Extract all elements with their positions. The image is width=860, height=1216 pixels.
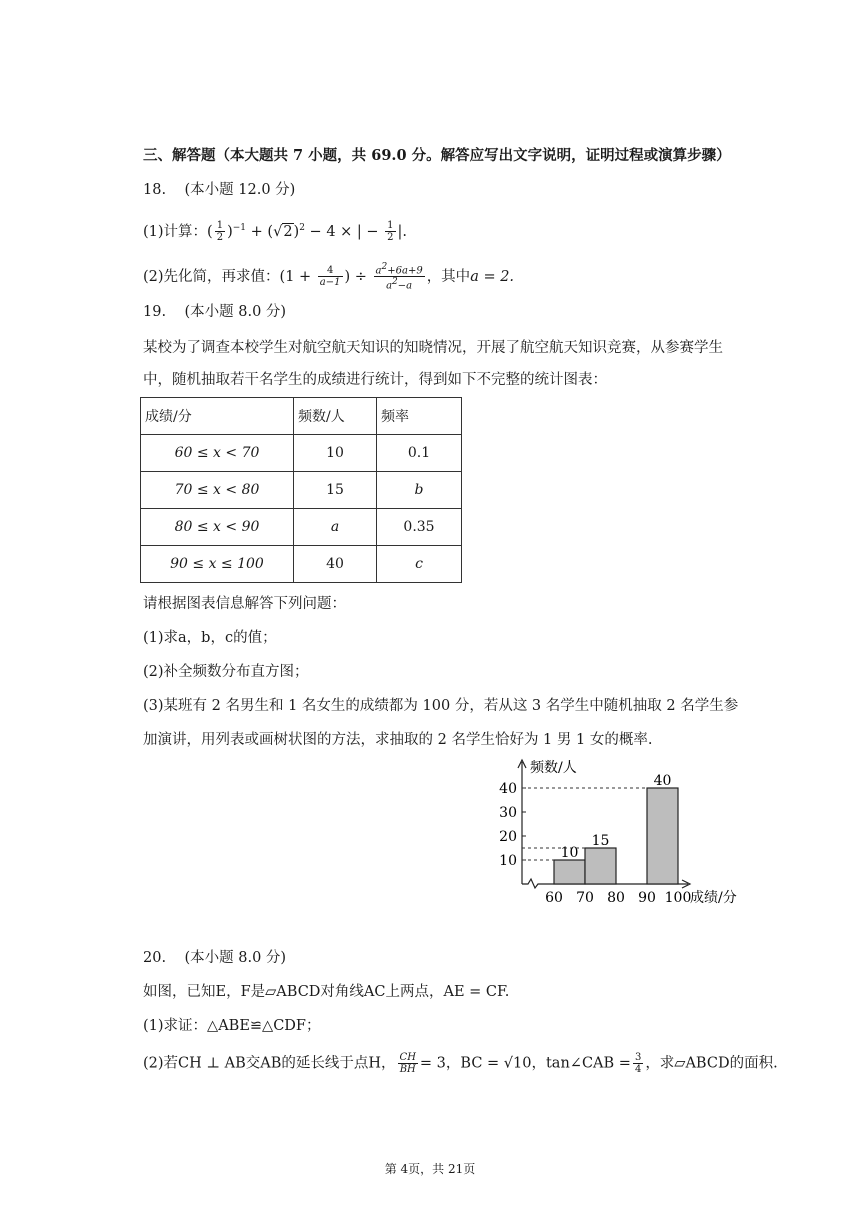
fraction-half: $\frac{1}{2}$ xyxy=(216,220,224,244)
x-tick-label: 60 xyxy=(545,890,563,906)
frequency-histogram xyxy=(496,752,766,912)
q18-part1: (1)计算：( $\frac{1}{2}$ )$^{-1} + (√2)^2 - 4$ × | − $\frac{1}{2}$ |. xyxy=(143,220,408,244)
q19-header xyxy=(143,302,286,322)
table-cell: b xyxy=(377,472,462,509)
table-cell: 15 xyxy=(294,472,377,509)
q20-part2-suffix: ，求▱ABCD的面积. xyxy=(645,1055,778,1072)
fraction-half-2: $\frac{1}{2}$ xyxy=(387,220,394,244)
y-tick-label: 20 xyxy=(499,829,517,845)
table-header-cell: 成绩/分 xyxy=(141,398,294,435)
table-cell: a xyxy=(294,509,377,546)
y-axis-label: 频数/人 xyxy=(530,760,577,776)
q18-part1-label: (1)计算： xyxy=(143,223,208,240)
fraction-three-quarters: $\frac{3}{4}$ xyxy=(634,1052,642,1075)
frequency-table xyxy=(140,397,462,583)
q20-part1: (1)求证：△ABE≌△CDF； xyxy=(143,1018,321,1034)
table-cell: 0.35 xyxy=(377,509,462,546)
q19-intro-line2: 中，随机抽取若干名学生的成绩进行统计，得到如下不完整的统计图表： xyxy=(143,372,607,388)
page-footer: 第 4页，共 21页 xyxy=(384,1162,476,1176)
q20-part2 xyxy=(143,1052,778,1075)
q20-part2-label: (2)若CH ⊥ AB交AB的延长线于点H， xyxy=(143,1055,396,1072)
table-cell: 40 xyxy=(294,546,377,583)
x-tick-label: 90 xyxy=(638,890,656,906)
q19-score: (本小题 8.0 分) xyxy=(184,304,287,320)
table-cell: 0.1 xyxy=(377,435,462,472)
q19-number: 19. xyxy=(143,304,167,320)
q19-part3-line2: 加演讲，用列表或画树状图的方法，求抽取的 2 名学生恰好为 1 男 1 女的概率. xyxy=(143,732,653,748)
table-cell: 90 ≤ x ≤ 100 xyxy=(141,546,294,583)
q19-part1: (1)求a，b，c的值； xyxy=(143,630,277,646)
q18-part2-cond-label: ，其中 xyxy=(426,268,471,285)
q20-header xyxy=(143,948,286,968)
q18-part2: (2)先化简，再求值：(1 + $\frac{4}{a-1}$ ) ÷ $\frac{a^2+6a+9}{a^2-a}$ ，其中a = 2. xyxy=(143,262,515,292)
y-tick-label: 40 xyxy=(499,781,517,797)
bar-value-label: 40 xyxy=(653,773,672,789)
bar-value-label: 10 xyxy=(560,845,579,861)
table-header-row xyxy=(141,398,462,435)
table-header-cell: 频率 xyxy=(377,398,462,435)
x-tick-label: 100 xyxy=(664,890,692,906)
table-cell: c xyxy=(377,546,462,583)
q19-part2: (2)补全频数分布直方图； xyxy=(143,664,309,680)
table-header-cell: 频数/人 xyxy=(294,398,377,435)
q18-header xyxy=(143,180,295,200)
table-cell: 80 ≤ x < 90 xyxy=(141,509,294,546)
y-tick-label: 10 xyxy=(499,853,517,869)
x-tick-label: 70 xyxy=(576,890,594,906)
q18-part2-cond: a = 2. xyxy=(470,268,515,285)
table-row xyxy=(141,509,462,546)
q20-intro: 如图，已知E，F是▱ABCD对角线AC上两点，AE = CF. xyxy=(143,984,510,1000)
fraction-ch-over-bh: $\frac{CH}{BH}$ xyxy=(399,1052,416,1075)
histogram-bar xyxy=(585,848,616,884)
q18-number: 18. xyxy=(143,182,167,198)
q18-part2-label: (2)先化简，再求值： xyxy=(143,268,280,285)
x-tick-label: 80 xyxy=(607,890,625,906)
histogram-bar xyxy=(554,860,585,884)
q20-score: (本小题 8.0 分) xyxy=(184,950,287,966)
section-heading: 三、解答题（本大题共 7 小题，共 69.0 分。解答应写出文字说明，证明过程或演算步骤） xyxy=(143,147,731,164)
y-tick-label: 30 xyxy=(499,805,517,821)
q19-part3-line1: (3)某班有 2 名男生和 1 名女生的成绩都为 100 分，若从这 3 名学生中随机抽取 2 名学生参 xyxy=(143,698,739,714)
q19-intro-line1: 某校为了调查本校学生对航空航天知识的知晓情况，开展了航空航天知识竞赛，从参赛学生 xyxy=(143,340,723,356)
q20-number: 20. xyxy=(143,950,167,966)
x-axis-label: 成绩/分 xyxy=(690,890,737,906)
table-cell: 60 ≤ x < 70 xyxy=(141,435,294,472)
table-row xyxy=(141,472,462,509)
q20-part2-mid: = 3，BC = √10，tan∠CAB = xyxy=(419,1055,631,1072)
table-row xyxy=(141,435,462,472)
q19-prompt: 请根据图表信息解答下列问题： xyxy=(143,596,346,612)
fraction-polynomial: $\frac{a^2+6a+9}{a^2-a}$ xyxy=(375,262,423,292)
table-cell: 10 xyxy=(294,435,377,472)
fraction-4-over-a-1: $\frac{4}{a-1}$ xyxy=(319,265,341,289)
bar-value-label: 15 xyxy=(591,833,610,849)
table-cell: 70 ≤ x < 80 xyxy=(141,472,294,509)
table-row xyxy=(141,546,462,583)
histogram-bar xyxy=(647,788,678,884)
q18-score: (本小题 12.0 分) xyxy=(184,182,296,198)
